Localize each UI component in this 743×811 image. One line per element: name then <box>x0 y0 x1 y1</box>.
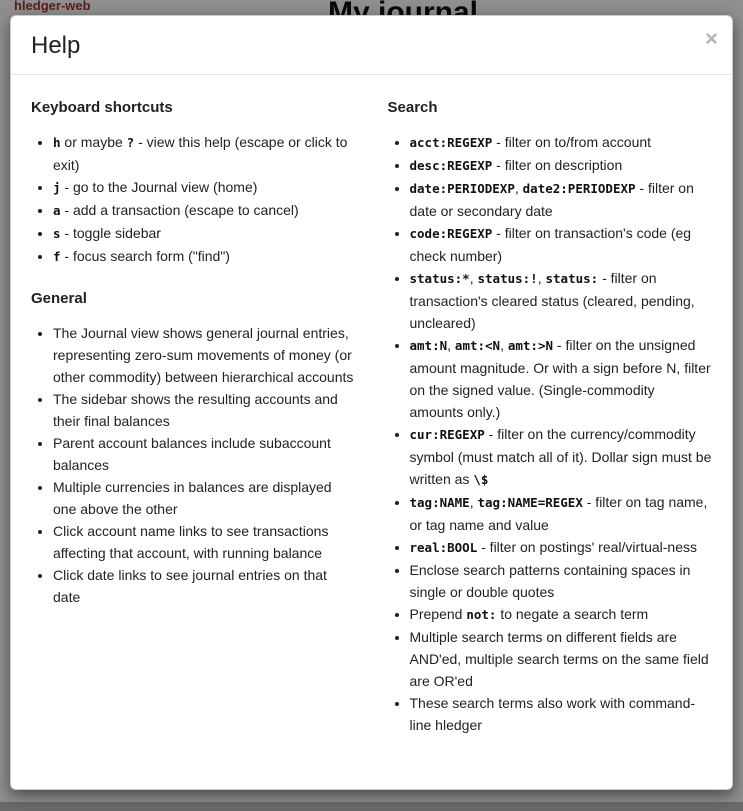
modal-title: Help <box>31 32 81 59</box>
help-modal <box>10 15 733 790</box>
code-snippet: tag:NAME <box>409 495 470 510</box>
section-heading: Search <box>387 99 438 116</box>
help-list-item: • Click date links to see journal entries on that date <box>53 564 356 608</box>
code-snippet: f <box>53 249 61 264</box>
help-list-item: • amt:N, amt:<N, amt:>N - filter on the unsigned amount magnitude. Or with a sign before N, filter on the signed value. (Single-commodity amounts only.) <box>410 334 713 423</box>
section-heading: General <box>31 290 87 307</box>
help-list-item: • Enclose search patterns containing spaces in single or double quotes <box>410 559 713 603</box>
help-list-item: • Multiple search terms on different fields are AND'ed, multiple search terms on the same field are OR'ed <box>410 626 713 692</box>
code-snippet: amt:<N <box>454 338 501 353</box>
help-list-item: • code:REGEXP - filter on transaction's code (eg check number) <box>410 222 713 267</box>
brand-link[interactable]: hledger-web <box>14 0 91 13</box>
help-list-item: • h or maybe ? - view this help (escape or click to exit) <box>53 131 356 176</box>
code-snippet: h <box>53 135 61 150</box>
help-list-item: • cur:REGEXP - filter on the currency/commodity symbol (must match all of it). Dollar sign must be written as \$ <box>410 423 713 491</box>
close-icon: × <box>705 26 718 51</box>
code-snippet: tag:NAME=REGEX <box>477 495 583 510</box>
help-list-item: • These search terms also work with command-line hledger <box>410 692 713 736</box>
code-snippet: acct:REGEXP <box>409 135 493 150</box>
help-list-item: • s - toggle sidebar <box>53 222 356 245</box>
help-list-item: • The sidebar shows the resulting accounts and their final balances <box>53 388 356 432</box>
code-snippet: date:PERIODEXP <box>409 181 515 196</box>
help-list <box>31 131 356 268</box>
code-snippet: \$ <box>473 472 489 487</box>
code-snippet: not: <box>466 607 497 622</box>
help-list-item: • a - add a transaction (escape to cancel) <box>53 199 356 222</box>
help-list-item: • date:PERIODEXP, date2:PERIODEXP - filter on date or secondary date <box>410 177 713 222</box>
help-list <box>388 131 713 736</box>
code-snippet: status:* <box>409 271 470 286</box>
code-snippet: j <box>53 180 61 195</box>
code-snippet: status:! <box>477 271 538 286</box>
help-list-item: • status:*, status:!, status: - filter on transaction's cleared status (cleared, pending, uncleared) <box>410 267 713 334</box>
close-button[interactable] <box>705 28 718 50</box>
help-list-item: • f - focus search form ("find") <box>53 245 356 268</box>
modal-body <box>11 75 732 766</box>
help-list-item: • Click account name links to see transactions affecting that account, with running balance <box>53 520 356 564</box>
code-snippet: status: <box>545 271 599 286</box>
code-snippet: cur:REGEXP <box>409 427 485 442</box>
code-snippet: a <box>53 203 61 218</box>
help-list-item: • real:BOOL - filter on postings' real/virtual-ness <box>410 536 713 559</box>
help-list-item: • tag:NAME, tag:NAME=REGEX - filter on tag name, or tag name and value <box>410 491 713 536</box>
help-list-item: • The Journal view shows general journal entries, representing zero-sum movements of money (or other commodity) between hierarchical accounts <box>53 322 356 388</box>
code-snippet: ? <box>126 135 135 150</box>
code-snippet: date2:PERIODEXP <box>522 181 636 196</box>
code-snippet: desc:REGEXP <box>409 158 493 173</box>
help-list-item: • Multiple currencies in balances are displayed one above the other <box>53 476 356 520</box>
help-column-right <box>372 95 713 740</box>
help-list-item: • j - go to the Journal view (home) <box>53 176 356 199</box>
help-list-item: • desc:REGEXP - filter on description <box>410 154 713 177</box>
section-heading: Keyboard shortcuts <box>31 99 173 116</box>
help-column-left <box>31 95 372 740</box>
code-snippet: code:REGEXP <box>409 226 493 241</box>
modal-header <box>11 16 732 75</box>
help-list-item: • Parent account balances include subaccount balances <box>53 432 356 476</box>
code-snippet: s <box>53 226 61 241</box>
help-list <box>31 322 356 608</box>
code-snippet: real:BOOL <box>409 540 478 555</box>
code-snippet: amt:N <box>409 338 448 353</box>
help-list-item: • acct:REGEXP - filter on to/from account <box>410 131 713 154</box>
code-snippet: amt:>N <box>507 338 554 353</box>
help-list-item: • Prepend not: to negate a search term <box>410 603 713 626</box>
